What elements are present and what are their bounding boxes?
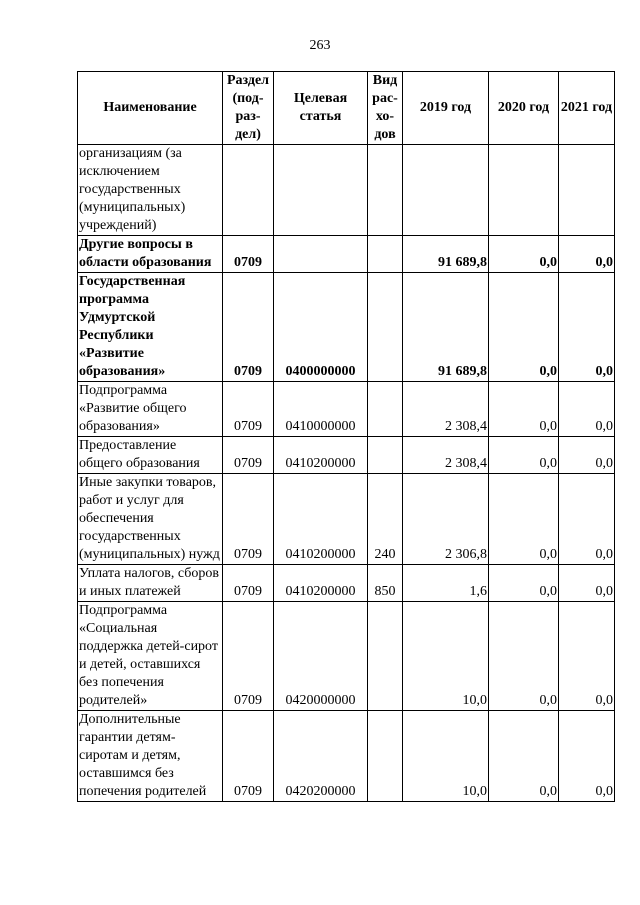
table-row bbox=[78, 474, 615, 565]
header-kind: Вид рас- хо- дов bbox=[368, 72, 403, 145]
row-kind bbox=[368, 437, 403, 474]
row-kind: 850 bbox=[368, 565, 403, 602]
table-row bbox=[78, 437, 615, 474]
row-kind bbox=[368, 145, 403, 236]
table-row bbox=[78, 273, 615, 382]
row-kind bbox=[368, 602, 403, 711]
row-name: Другие вопросы в области образования bbox=[78, 236, 223, 273]
row-section: 0709 bbox=[223, 602, 274, 711]
row-name: Дополнительные гарантии детям-сиротам и детям, оставшимся без попечения родителей bbox=[78, 711, 223, 802]
row-target: 0410200000 bbox=[274, 474, 368, 565]
row-2019: 2 308,4 bbox=[403, 382, 489, 437]
row-name: Государственная программа Удмуртской Республики «Развитие образования» bbox=[78, 273, 223, 382]
page-number: 263 bbox=[309, 38, 331, 53]
row-2019: 10,0 bbox=[403, 602, 489, 711]
row-2020: 0,0 bbox=[489, 236, 559, 273]
row-kind bbox=[368, 236, 403, 273]
row-target bbox=[274, 236, 368, 273]
row-2021: 0,0 bbox=[559, 437, 615, 474]
header-target: Целевая статья bbox=[274, 72, 368, 145]
row-2019: 10,0 bbox=[403, 711, 489, 802]
table-row bbox=[78, 145, 615, 236]
header-name: Наименование bbox=[78, 72, 223, 145]
row-section: 0709 bbox=[223, 711, 274, 802]
row-2020: 0,0 bbox=[489, 565, 559, 602]
row-name: Уплата налогов, сборов и иных платежей bbox=[78, 565, 223, 602]
row-section: 0709 bbox=[223, 382, 274, 437]
row-target: 0410000000 bbox=[274, 382, 368, 437]
row-2020 bbox=[489, 145, 559, 236]
row-target bbox=[274, 145, 368, 236]
row-2020: 0,0 bbox=[489, 474, 559, 565]
row-2019: 1,6 bbox=[403, 565, 489, 602]
row-name: Подпрограмма «Социальная поддержка детей-сирот и детей, оставшихся без попечения родителей» bbox=[78, 602, 223, 711]
row-2021: 0,0 bbox=[559, 474, 615, 565]
row-2021: 0,0 bbox=[559, 602, 615, 711]
row-2021: 0,0 bbox=[559, 236, 615, 273]
row-name: Иные закупки товаров, работ и услуг для обеспечения государственных (муниципальных) нужд bbox=[78, 474, 223, 565]
header-section: Раздел (под- раз- дел) bbox=[223, 72, 274, 145]
row-section: 0709 bbox=[223, 273, 274, 382]
row-section bbox=[223, 145, 274, 236]
row-target: 0420000000 bbox=[274, 602, 368, 711]
table-row bbox=[78, 711, 615, 802]
header-2019: 2019 год bbox=[403, 72, 489, 145]
table-row bbox=[78, 602, 615, 711]
row-target: 0410200000 bbox=[274, 437, 368, 474]
table-row bbox=[78, 565, 615, 602]
row-2021: 0,0 bbox=[559, 382, 615, 437]
header-2020: 2020 год bbox=[489, 72, 559, 145]
row-2021: 0,0 bbox=[559, 565, 615, 602]
row-name: организациям (за исключением государственных (муниципальных) учреждений) bbox=[78, 145, 223, 236]
row-2020: 0,0 bbox=[489, 602, 559, 711]
budget-table bbox=[77, 71, 615, 802]
table-row bbox=[78, 236, 615, 273]
row-section: 0709 bbox=[223, 565, 274, 602]
row-target: 0420200000 bbox=[274, 711, 368, 802]
row-kind bbox=[368, 382, 403, 437]
row-2021: 0,0 bbox=[559, 711, 615, 802]
table-body bbox=[78, 145, 615, 802]
row-2019: 2 306,8 bbox=[403, 474, 489, 565]
row-2021: 0,0 bbox=[559, 273, 615, 382]
row-name: Подпрограмма «Развитие общего образования» bbox=[78, 382, 223, 437]
row-2020: 0,0 bbox=[489, 382, 559, 437]
row-kind bbox=[368, 711, 403, 802]
row-2019: 2 308,4 bbox=[403, 437, 489, 474]
row-kind bbox=[368, 273, 403, 382]
row-2019: 91 689,8 bbox=[403, 273, 489, 382]
header-2021: 2021 год bbox=[559, 72, 615, 145]
row-kind: 240 bbox=[368, 474, 403, 565]
row-target: 0410200000 bbox=[274, 565, 368, 602]
row-2019: 91 689,8 bbox=[403, 236, 489, 273]
row-target: 0400000000 bbox=[274, 273, 368, 382]
row-section: 0709 bbox=[223, 236, 274, 273]
table-row bbox=[78, 382, 615, 437]
row-2019 bbox=[403, 145, 489, 236]
table-header-row bbox=[78, 72, 615, 145]
row-section: 0709 bbox=[223, 474, 274, 565]
row-2020: 0,0 bbox=[489, 711, 559, 802]
row-2020: 0,0 bbox=[489, 437, 559, 474]
row-2020: 0,0 bbox=[489, 273, 559, 382]
row-section: 0709 bbox=[223, 437, 274, 474]
row-2021 bbox=[559, 145, 615, 236]
row-name: Предоставление общего образования bbox=[78, 437, 223, 474]
